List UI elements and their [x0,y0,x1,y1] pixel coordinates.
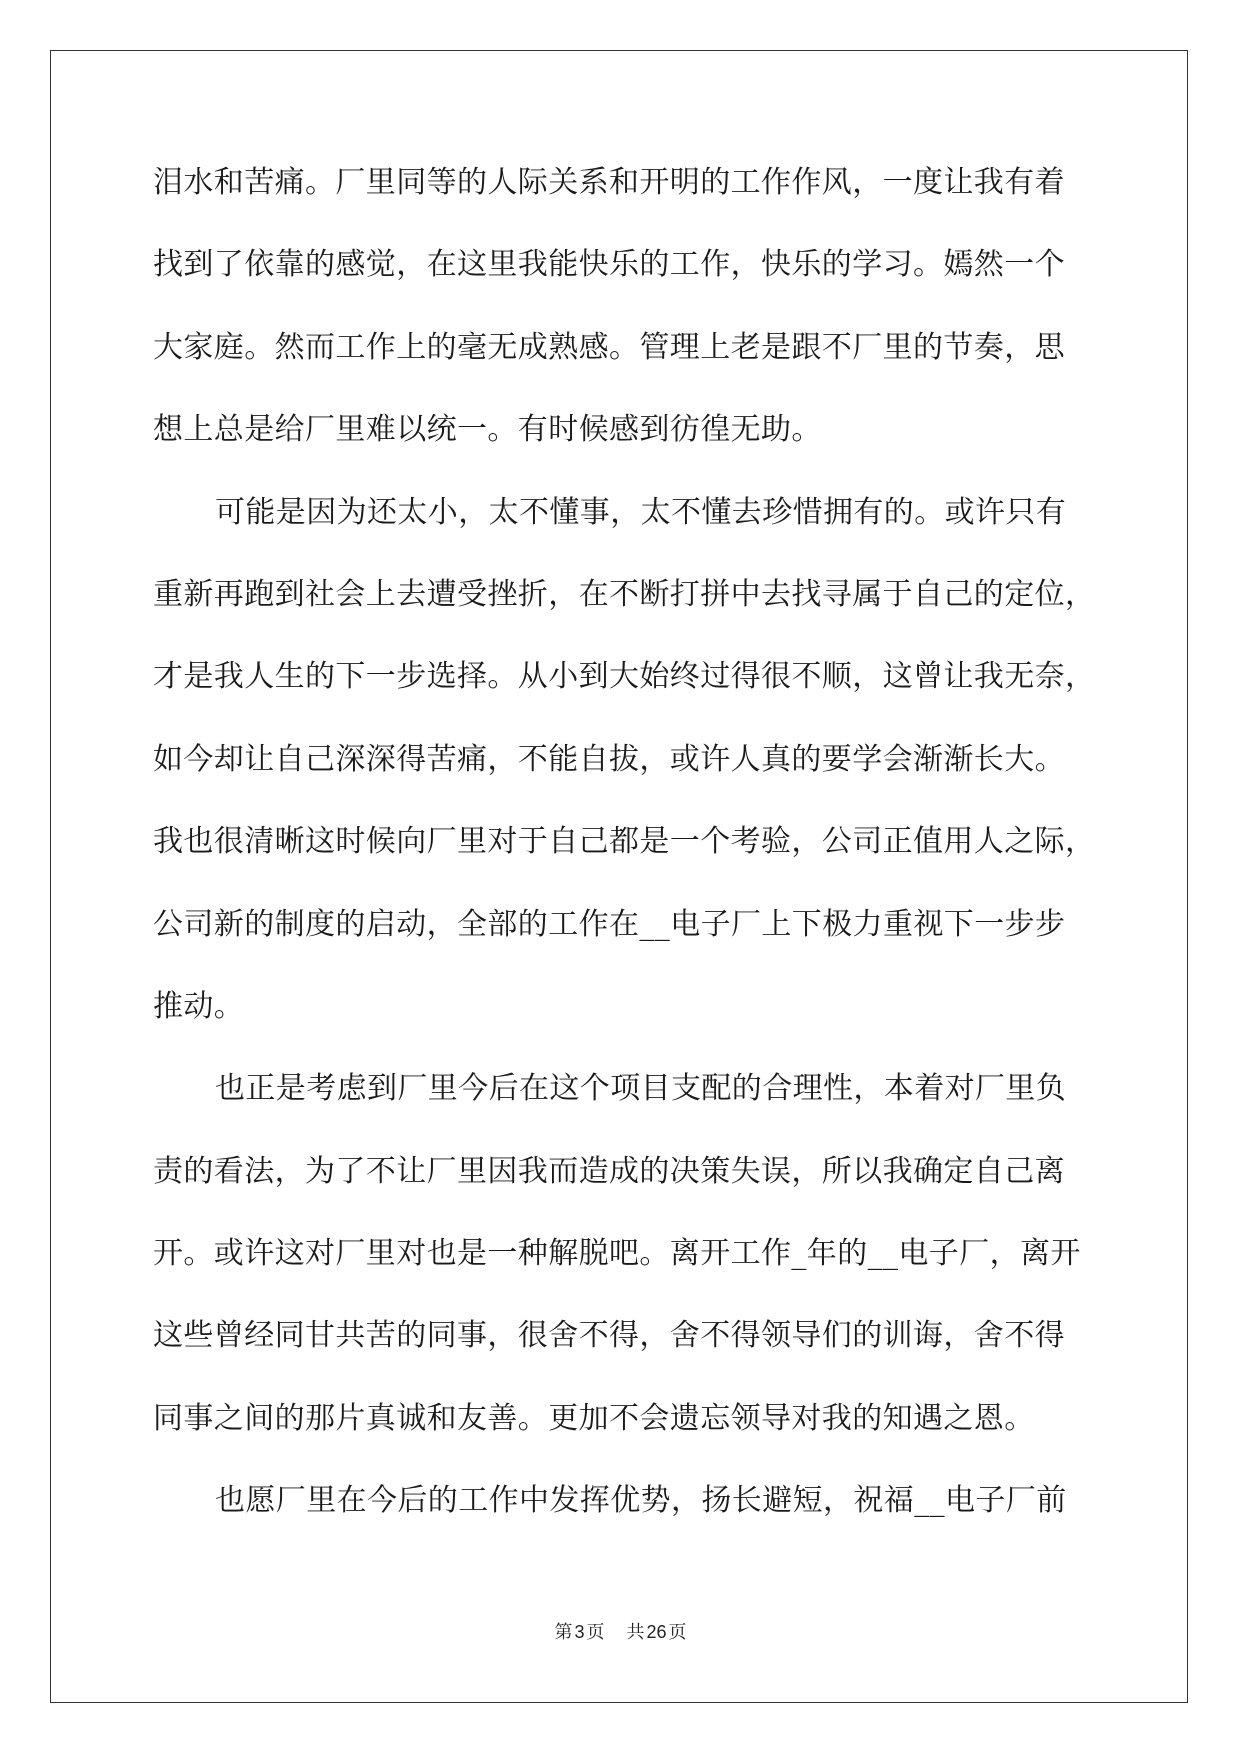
text-line: 责的看法，为了不让厂里因我而造成的决策失误，所以我确定自己离 [153,1153,1065,1189]
text-line: 如今却让自己深深得苦痛，不能自拔，或许人真的要学会渐渐长大。 [153,741,1065,777]
text-line: 开。或许这对厂里对也是一种解脱吧。离开工作_年的__电子厂，离开 [153,1236,1081,1272]
document-body [153,158,1103,1559]
total-suffix: 页 [668,1622,687,1642]
text-line: 也愿厂里在今后的工作中发挥优势，扬长避短，祝福__电子厂前 [215,1483,1067,1519]
text-line: 也正是考虑到厂里今后在这个项目支配的合理性，本着对厂里负 [215,1071,1067,1107]
text-line: 我也很清晰这时候向厂里对于自己都是一个考验，公司正值用人之际， [153,824,1096,860]
page-suffix: 页 [586,1622,605,1642]
page-number: 3 [574,1622,585,1642]
text-line: 重新再跑到社会上去遭受挫折，在不断打拼中去找寻属于自己的定位， [153,576,1096,612]
page-prefix: 第 [554,1622,573,1642]
text-line: 可能是因为还太小，太不懂事，太不懂去珍惜拥有的。或许只有 [215,494,1067,530]
text-line: 才是我人生的下一步选择。从小到大始终过得很不顺，这曾让我无奈， [153,659,1096,695]
text-line: 泪水和苦痛。厂里同等的人际关系和开明的工作作风，一度让我有着 [153,165,1065,200]
text-line: 大家庭。然而工作上的毫无成熟感。管理上老是跟不厂里的节奏，思 [153,329,1065,365]
total-pages: 26 [646,1622,667,1642]
text-line: 找到了依靠的感觉，在这里我能快乐的工作，快乐的学习。嫣然一个 [153,247,1065,283]
page-footer [0,1618,1241,1644]
total-prefix: 共 [626,1622,645,1642]
text-line: 推动。 [153,988,245,1024]
text-line: 想上总是给厂里难以统一。有时候感到彷徨无助。 [153,412,822,448]
text-line: 这些曾经同甘共苦的同事，很舍不得，舍不得领导们的训诲，舍不得 [153,1318,1065,1354]
text-line: 公司新的制度的启动，全部的工作在__电子厂上下极力重视下一步步 [153,906,1066,942]
text-line: 同事之间的那片真诚和友善。更加不会遗忘领导对我的知遇之恩。 [153,1400,1035,1436]
